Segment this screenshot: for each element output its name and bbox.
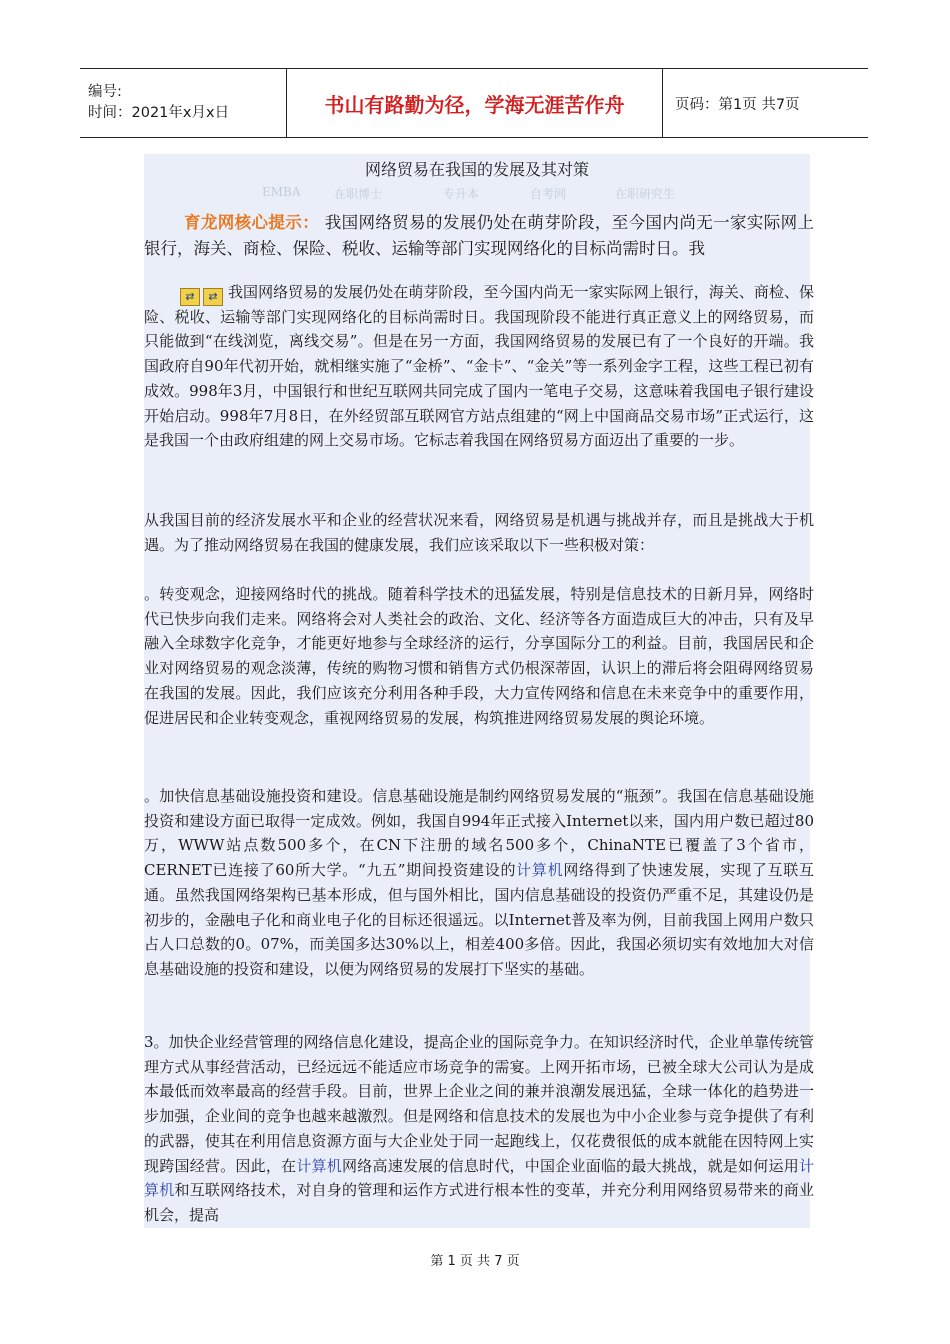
nav-link-emba[interactable]: EMBA	[262, 185, 301, 199]
paragraph-4-text-a: 。加快信息基础设施投资和建设。信息基础设施是制约网络贸易发展的“瓶颈”。我国在信息基础设施投资和建设方面已取得一定成效。例如，我国自994年正式接入Internet以来，国内用户数已超过80万，WWW站点数500多个，在CN下注册的域名500多个，ChinaNTE已覆盖了3个省市，CERNET已连接了60所大学。“九五”期间投资建设的	[144, 787, 814, 880]
header-meta	[80, 69, 287, 137]
number-label: 编号:	[88, 84, 122, 100]
article-title: 网络贸易在我国的发展及其对策	[364, 160, 589, 179]
arrow-swap-icon: ⇄	[180, 288, 200, 306]
paragraph-1	[144, 280, 814, 453]
hint-label: 育龙网核心提示：	[184, 213, 320, 232]
header-page	[663, 69, 868, 137]
paragraph-1-text: 我国网络贸易的发展仍处在萌芽阶段，至今国内尚无一家实际网上银行，海关、商检、保险、税收、运输等部门实现网络化的目标尚需时日。我国现阶段不能进行真正意义上的网络贸易，而只能做到“在线浏览，离线交易”。但是在另一方面，我国网络贸易的发展已有了一个良好的开端。我国政府自90年代初开始，就相继实施了“金桥”、“金卡”、“金关”等一系列金字工程，这些工程已初有成效。998年3月，中国银行和世纪互联网共同完成了国内一笔电子交易，这意味着我国电子银行建设开始启动。998年7月8日，在外经贸部互联网官方站点组建的“网上中国商品交易市场”正式运行，这是我国一个由政府组建的网上交易市场。它标志着我国在网络贸易方面迈出了重要的一步。	[144, 283, 814, 450]
icon-group	[180, 283, 228, 301]
paragraph-3: 。转变观念，迎接网络时代的挑战。随着科学技术的迅猛发展，特别是信息技术的日新月异，网络时代已快步向我们走来。网络将会对人类社会的政治、文化、经济等各方面造成巨大的冲击，只有及早融入全球数字化竞争，才能更好地参与全球经济的运行，分享国际分工的利益。目前，我国居民和企业对网络贸易的观念淡薄，传统的购物习惯和销售方式仍根深蒂固，认识上的滞后将会阻碍网络贸易在我国的发展。因此，我们应该充分利用各种手段，大力宣传网络和信息在未来竞争中的重要作用，促进居民和企业转变观念，重视网络贸易的发展，构筑推进网络贸易发展的舆论环境。	[144, 585, 814, 727]
nav-links	[144, 185, 810, 205]
page-label: 页码：第1页 共7页	[675, 96, 800, 113]
document-header	[80, 68, 868, 138]
nav-link-selfstudy[interactable]: 自考网	[530, 187, 567, 201]
keyword-link-computer[interactable]: 计算机	[516, 861, 564, 880]
nav-link-postgrad[interactable]: 在职研究生	[615, 187, 676, 201]
paragraph-2: 从我国目前的经济发展水平和企业的经营状况来看，网络贸易是机遇与挑战并存，而且是挑战大于机遇。为了推动网络贸易在我国的健康发展，我们应该采取以下一些积极对策：	[144, 511, 814, 554]
paragraph-5-text-b: 网络高速发展的信息时代，中国企业面临的最大挑战，就是如何运用	[342, 1156, 799, 1175]
motto-text: 书山有路勤为径，学海无涯苦作舟	[324, 92, 625, 117]
paragraph-5-text-a: 3。加快企业经营管理的网络信息化建设，提高企业的国际竞争力。在知识经济时代，企业单靠传统管理方式从事经营活动，已经远远不能适应市场竞争的需宴。上网开拓市场，已被全球大公司认为是成本最低而效率最高的经营手段。目前，世界上企业之间的兼并浪潮发展迅猛，全球一体化的趋势进一步加强，企业间的竞争也越来越激烈。但是网络和信息技术的发展也为中小企业参与竞争提供了有利的武器，使其在利用信息资源方面与大企业处于同一起跑线上，仅花费很低的成本就能在因特网上实现跨国经营。因此，在	[144, 1033, 814, 1175]
paragraph-4-text-b: 网络得到了快速发展，实现了互联互通。虽然我国网络架构已基本形成，但与国外相比，国内信息基础设的投资仍严重不足，其建设仍是初步的，金融电子化和商业电子化的目标还很遥远。以Internet普及率为例，目前我国上网用户数只占人口总数的0。07%，而美国多达30%以上，相差400多倍。因此，我国必须切实有效地加大对信息基础设施的投资和建设，以便为网络贸易的发展打下坚实的基础。	[144, 861, 814, 978]
hint-text: 我国网络贸易的发展仍处在萌芽阶段，至今国内尚无一家实际网上银行，海关、商检、保险、税收、运输等部门实现网络化的目标尚需时日。我	[144, 213, 815, 258]
nav-link-upgrade[interactable]: 专升本	[443, 187, 480, 201]
time-label: 时间：2021年x月x日	[88, 105, 230, 121]
paragraph-4	[144, 784, 814, 982]
nav-link-phd[interactable]: 在职博士	[334, 187, 383, 201]
keyword-link-computer[interactable]: 计算机	[144, 1156, 814, 1200]
paragraph-5	[144, 1030, 814, 1228]
page-footer: 第 1 页 共 7 页	[430, 1254, 520, 1269]
core-hint	[144, 210, 814, 262]
arrow-swap-icon: ⇄	[203, 288, 223, 306]
paragraph-5-text-c: 和互联网络技术，对自身的管理和运作方式进行根本性的变革，并充分利用网络贸易带来的商业机会，提高	[144, 1181, 814, 1224]
keyword-link-computer[interactable]: 计算机	[296, 1156, 343, 1175]
header-motto	[287, 69, 663, 137]
